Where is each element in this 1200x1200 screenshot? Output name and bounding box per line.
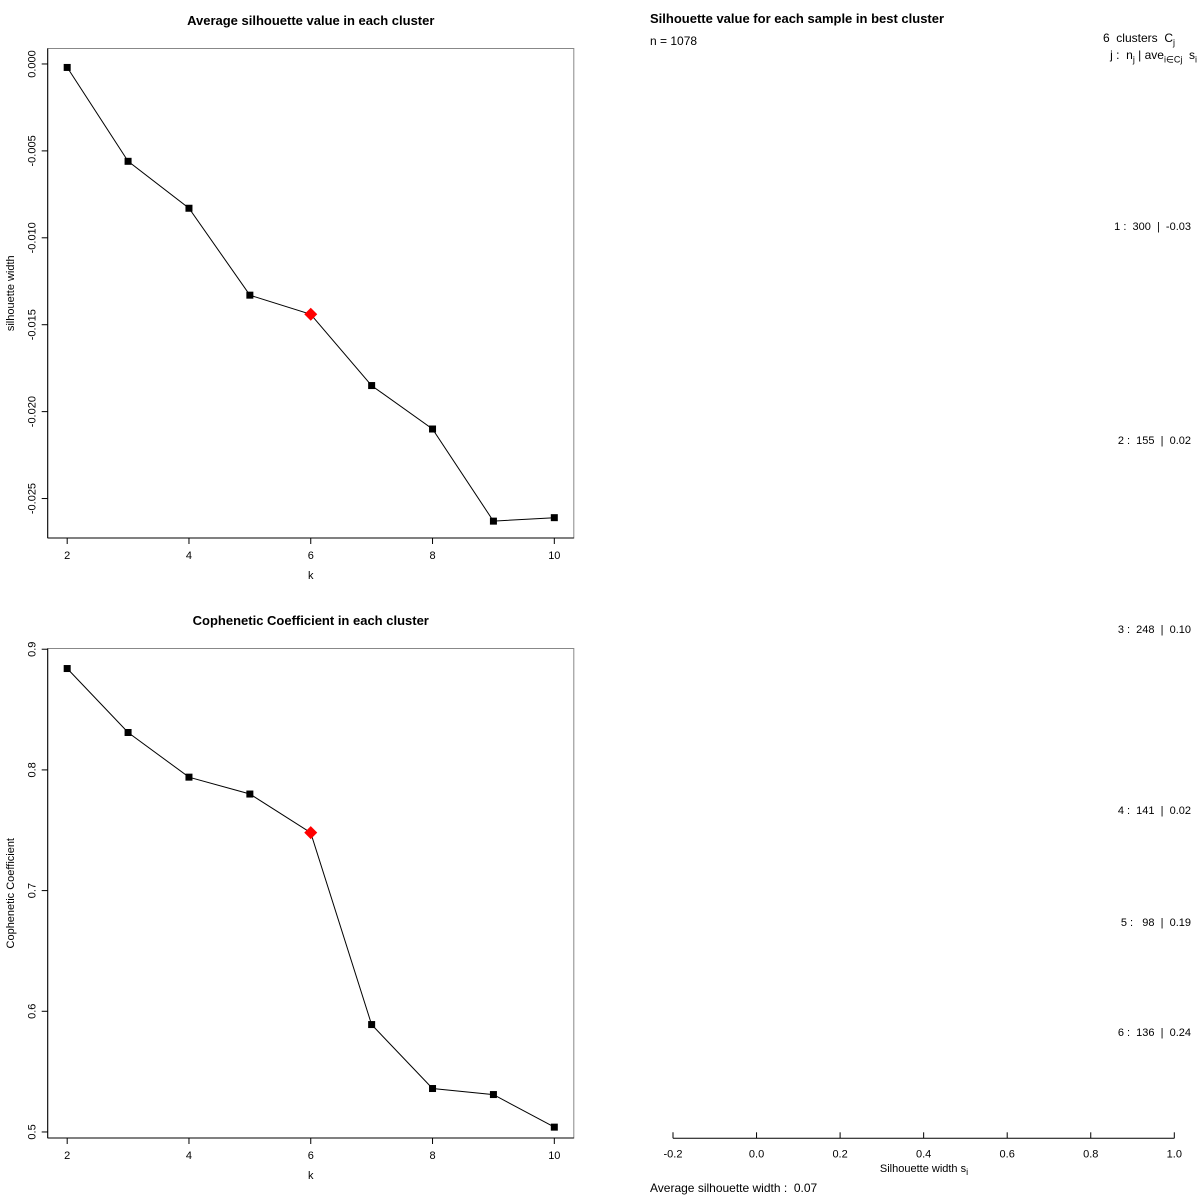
silhouette-panel	[600, 0, 1200, 1200]
data-point	[64, 665, 71, 672]
data-point	[185, 774, 192, 781]
data-point	[246, 791, 253, 798]
x-tick-label: 10	[548, 1150, 561, 1162]
data-point	[490, 518, 497, 525]
plot-box	[48, 49, 574, 539]
x-tick-label: 8	[429, 1150, 436, 1162]
legend-subscript: j	[1173, 37, 1175, 48]
highlight-point	[304, 826, 317, 839]
y-tick-label: 0.9	[26, 641, 39, 657]
data-point	[551, 514, 558, 521]
cluster-row: 6 : 136 | 0.24	[1117, 1027, 1191, 1039]
axis-tick-label: 0.0	[748, 1148, 765, 1161]
sample-count-label: n = 1078	[650, 34, 698, 48]
y-axis-title: Cophenetic Coefficient	[5, 838, 17, 949]
silhouette-x-axis	[600, 0, 1200, 1200]
y-tick-label: 0.8	[26, 762, 39, 778]
x-tick-label: 8	[429, 550, 436, 562]
plot-box	[48, 649, 574, 1139]
x-tick-label: 2	[64, 550, 71, 562]
legend-subscript: j	[1132, 54, 1135, 65]
cluster-row: 3 : 248 | 0.10	[1117, 624, 1191, 636]
data-line	[67, 669, 554, 1128]
y-tick-label: -0.015	[26, 309, 39, 341]
avg-silhouette-caption: Average silhouette width : 0.07	[650, 1181, 818, 1195]
cluster-row: 4 : 141 | 0.02	[1117, 805, 1191, 817]
silhouette-axis-label-text: Silhouette width s	[879, 1163, 967, 1175]
y-axis-title: silhouette width	[5, 255, 17, 332]
silhouette-title: Silhouette value for each sample in best cluster	[650, 11, 945, 26]
data-point	[368, 1021, 375, 1028]
chart-title: Average silhouette value in each cluster	[187, 13, 435, 28]
x-tick-label: 4	[185, 1150, 193, 1162]
silhouette-axis-label-subscript: i	[966, 1167, 969, 1178]
data-point	[125, 729, 132, 736]
axis-tick-label: 1.0	[1166, 1148, 1182, 1161]
data-point	[246, 292, 253, 299]
x-tick-label: 6	[307, 1150, 314, 1162]
data-point	[64, 64, 71, 71]
cophenetic-chart	[0, 600, 600, 1200]
x-tick-label: 6	[307, 550, 314, 562]
silhouette-axis-label	[724, 1163, 1124, 1178]
cluster-legend-header	[1102, 31, 1175, 48]
legend-subscript: i	[1195, 54, 1197, 65]
data-point	[368, 382, 375, 389]
x-axis-title: k	[308, 570, 314, 582]
cluster-row: 1 : 300 | -0.03	[1114, 221, 1191, 233]
legend-text: 6 clusters C	[1102, 31, 1173, 45]
x-tick-label: 4	[185, 550, 193, 562]
data-point	[490, 1091, 497, 1098]
cluster-row: 5 : 98 | 0.19	[1120, 917, 1191, 929]
legend-text: s	[1182, 48, 1195, 62]
data-point	[125, 158, 132, 165]
axis-tick-label: 0.8	[1083, 1148, 1099, 1161]
axis-tick-label: 0.4	[916, 1148, 932, 1161]
data-point	[185, 205, 192, 212]
x-tick-label: 2	[64, 1150, 71, 1162]
y-tick-label: -0.020	[26, 396, 39, 428]
y-tick-label: 0.7	[26, 882, 39, 899]
legend-subscript: i∈Cj	[1163, 54, 1183, 65]
axis-tick-label: 0.6	[999, 1148, 1015, 1161]
y-tick-label: 0.5	[26, 1124, 39, 1140]
data-point	[551, 1124, 558, 1131]
data-point	[429, 1085, 436, 1092]
y-tick-label: -0.010	[26, 222, 39, 254]
data-point	[429, 426, 436, 433]
y-tick-label: 0.6	[26, 1003, 39, 1019]
legend-text: | ave	[1134, 48, 1164, 62]
y-tick-label: -0.025	[26, 482, 39, 515]
cluster-legend-formula	[1110, 48, 1197, 65]
highlight-point	[304, 308, 317, 321]
x-tick-label: 10	[548, 550, 561, 562]
axis-tick-label: -0.2	[663, 1148, 683, 1161]
y-tick-label: 0.000	[26, 50, 39, 78]
axis-tick-label: 0.2	[832, 1148, 848, 1161]
avg-silhouette-chart	[0, 0, 600, 600]
y-tick-label: -0.005	[26, 135, 39, 167]
x-axis-title: k	[308, 1170, 314, 1182]
chart-title: Cophenetic Coefficient in each cluster	[192, 613, 429, 628]
legend-text: j : n	[1110, 48, 1133, 62]
cluster-row: 2 : 155 | 0.02	[1117, 435, 1191, 447]
data-line	[67, 67, 554, 521]
